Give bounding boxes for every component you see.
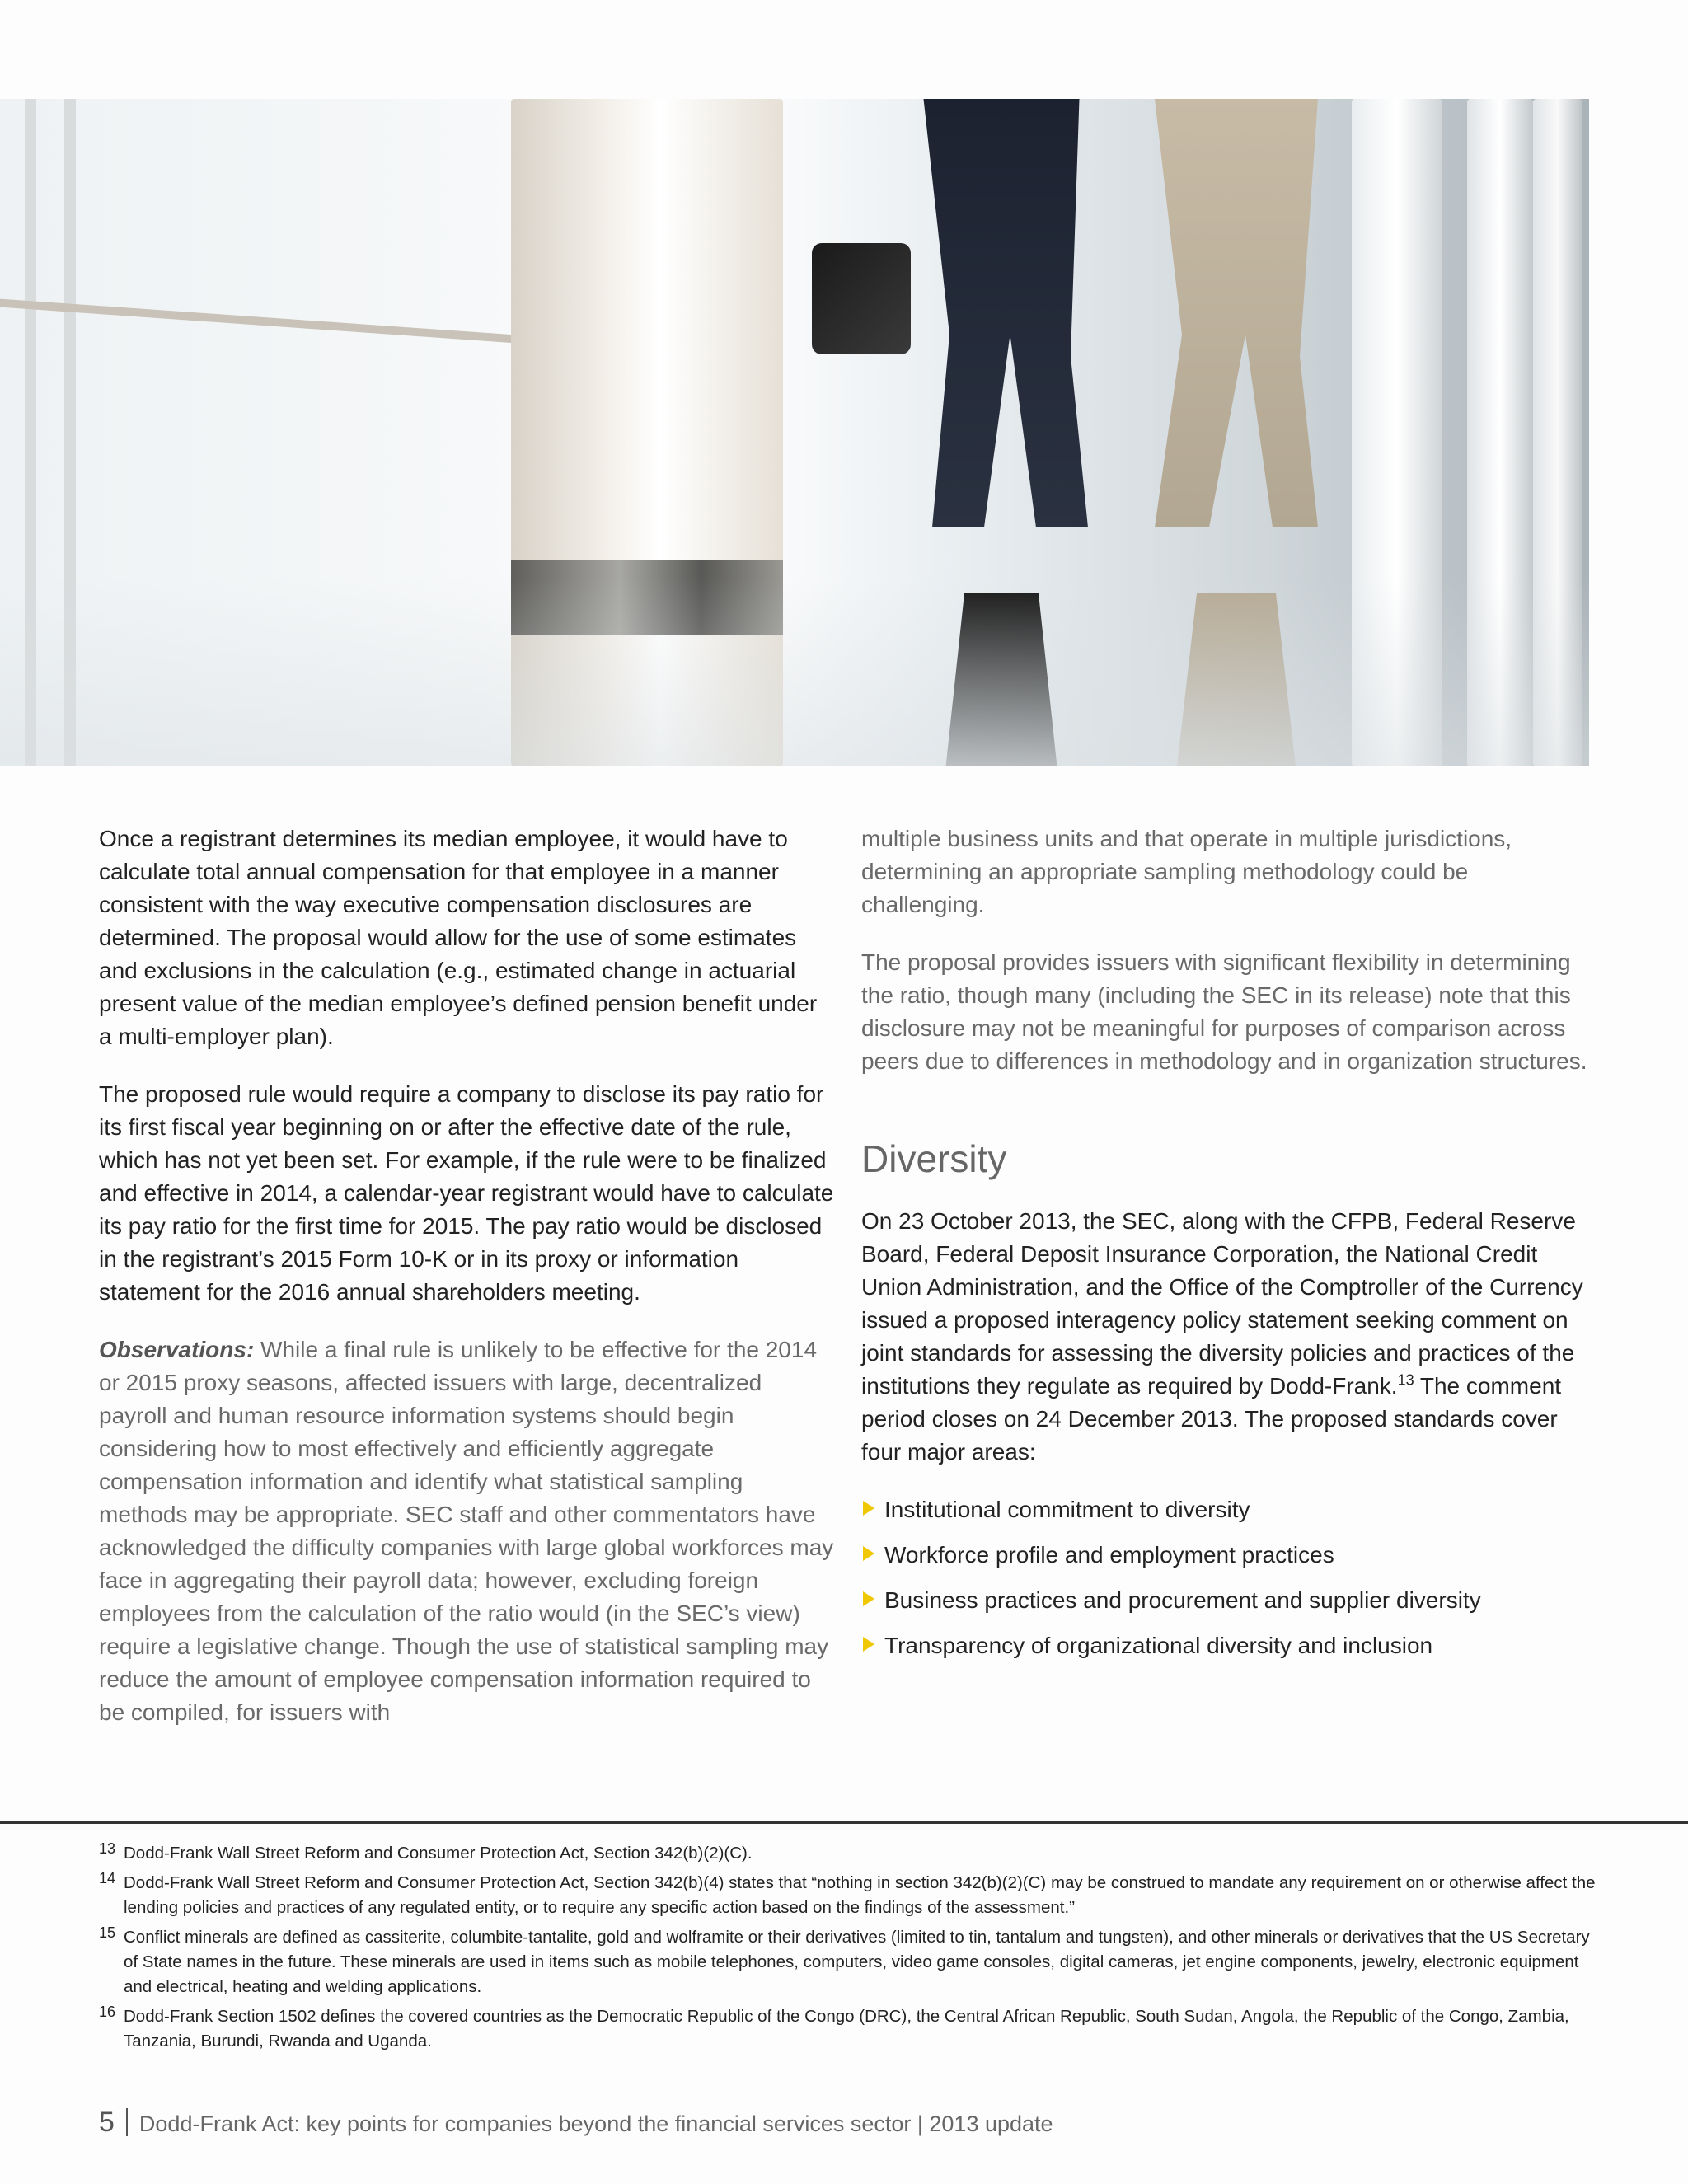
footnote-number: 13 [99, 1840, 116, 1857]
list-item [861, 1493, 1595, 1526]
right-column [861, 823, 1595, 1675]
diversity-text: On 23 October 2013, the SEC, along with the CFPB, Federal Reserve Board, Federal Deposit Insurance Corporation, the National Credit Union Administration, and the Office of the Comptroller of the Currency issued a proposed interagency policy statement seeking comment on joint standards for assessing the diversity policies and practices of the institutions they regulate as required by Dodd-Frank. [861, 1208, 1583, 1399]
triangle-bullet-icon [863, 1546, 874, 1561]
list-item [861, 1584, 1595, 1617]
footnote [99, 1871, 1607, 1920]
triangle-bullet-icon [863, 1637, 874, 1652]
list-item-text: Business practices and procurement and supplier diversity [884, 1587, 1481, 1613]
observations-text: While a final rule is unlikely to be effective for the 2014 or 2015 proxy seasons, affected issuers with large, decentralized payroll and human resource information systems should begin considering how to most effectively and efficiently aggregate compensation information and identify what statistical sampling methods may be appropriate. SEC staff and other commentators have acknowledged the difficulty companies with large global workforces may face in aggregating their payroll data; however, excluding foreign employees from the calculation of the ratio would (in the SEC’s view) require a legislative change. Though the use of statistical sampling may reduce the amount of employee compensation information required to be compiled, for issuers with [99, 1337, 834, 1725]
footnote-number: 15 [99, 1924, 116, 1941]
list-item [861, 1539, 1595, 1572]
body-paragraph [861, 1205, 1595, 1469]
body-paragraph: The proposed rule would require a company to disclose its pay ratio for its first fiscal year beginning on or after the effective date of the rule, which has not yet been set. For example, if the rule were to be finalized and effective in 2014, a calendar-year registrant would have to calculate its pay ratio for the first time for 2015. The pay ratio would be disclosed in the registrant’s 2015 Form 10-K or in its proxy or information statement for the 2016 annual shareholders meeting. [99, 1081, 834, 1305]
left-column [99, 823, 834, 1754]
body-paragraph: multiple business units and that operate in multiple jurisdictions, determining an appropriate sampling methodology could be challenging. [861, 826, 1512, 917]
footnote-number: 16 [99, 2004, 116, 2020]
footnote [99, 1925, 1607, 1999]
footnote-text: Dodd-Frank Section 1502 defines the covered countries as the Democratic Republic of the Congo (DRC), the Central African Republic, South Sudan, Angola, the Republic of the Congo, Zambia, Tanzania, Burundi, Rwanda and Uganda. [124, 2007, 1569, 2050]
body-paragraph: Once a registrant determines its median employee, it would have to calculate total annual compensation for that employee in a manner consistent with the way executive compensation disclosures are determined. The proposal would allow for the use of some estimates and exclusions in the calculation (e.g., estimated change in actuarial present value of the median employee’s defined pension benefit under a multi-employer plan). [99, 826, 818, 1049]
page-footer [99, 2107, 1053, 2139]
document-title: Dodd-Frank Act: key points for companies beyond the financial services sector | 2013 update [138, 2111, 1053, 2136]
footnotes [99, 1841, 1607, 2059]
person-light-trousers [1146, 99, 1327, 527]
list-item [861, 1629, 1595, 1662]
footnote [99, 1841, 1607, 1866]
diversity-text-cont: The comment period closes on 24 December 2013. The proposed standards cover four major areas: [861, 1373, 1562, 1465]
footnote-divider [0, 1821, 1688, 1824]
bullet-list [861, 1493, 1595, 1662]
reflective-floor [0, 577, 1589, 766]
section-heading: Diversity [861, 1137, 1007, 1180]
hero-photo [0, 99, 1589, 766]
briefcase [812, 243, 911, 354]
footnote [99, 2004, 1607, 2054]
person-dark-suit [915, 99, 1088, 527]
observations-label: Observations: [99, 1337, 255, 1362]
handrail [0, 299, 528, 344]
list-item-text: Transparency of organizational diversity and inclusion [884, 1633, 1433, 1658]
footer-separator [126, 2108, 128, 2136]
list-item-text: Workforce profile and employment practices [884, 1542, 1334, 1568]
footnote-text: Dodd-Frank Wall Street Reform and Consumer Protection Act, Section 342(b)(4) states that “nothing in section 342(b)(2)(C) may be construed to mandate any requirement on or otherwise affect the lending policies and practices of any regulated entity, or to require any specific action based on the findings of the assessment.” [124, 1873, 1596, 1917]
triangle-bullet-icon [863, 1591, 874, 1606]
triangle-bullet-icon [863, 1501, 874, 1516]
body-paragraph: The proposal provides issuers with significant flexibility in determining the ratio, though many (including the SEC in its release) note that this disclosure may not be meaningful for purposes of comparison across peers due to differences in methodology and in organization structures. [861, 949, 1587, 1074]
list-item-text: Institutional commitment to diversity [884, 1497, 1250, 1522]
page-number: 5 [99, 2107, 115, 2138]
footnote-number: 14 [99, 1870, 116, 1886]
observations-paragraph [99, 1333, 834, 1729]
footnote-text: Dodd-Frank Wall Street Reform and Consumer Protection Act, Section 342(b)(2)(C). [124, 1844, 753, 1863]
footnote-reference: 13 [1397, 1371, 1414, 1389]
footnote-text: Conflict minerals are defined as cassiterite, columbite-tantalite, gold and wolframite or their derivatives (limited to tin, tantalum and tungsten), and other minerals or derivatives that the US Secretary of State names in the future. These minerals are used in items such as mobile telephones, computers, video game consoles, digital cameras, jet engine components, jewelry, electronic equipment and electrical, heating and welding applications. [124, 1928, 1590, 1996]
